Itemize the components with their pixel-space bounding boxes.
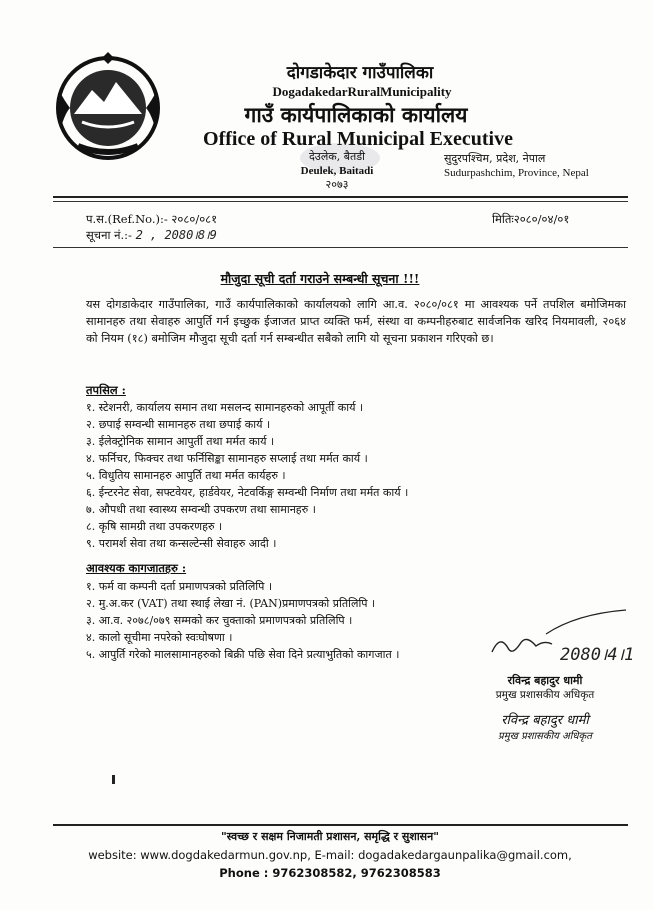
details-item: ८. कृषि सामग्री तथा उपकरणहरु । (86, 520, 223, 533)
signature-icon (486, 604, 636, 674)
stamp-name: रविन्द्र बहादुर धामी (501, 713, 589, 728)
details-section-title (86, 379, 126, 398)
established-year: २०७३ (325, 178, 349, 191)
signatory-stamp (470, 710, 620, 742)
signatory-name: रविन्द्र बहादुर धामी (507, 674, 583, 687)
details-item: ४. फर्निचर, फिक्चर तथा फर्निसिङ्का सामानहरु सप्लाई तथा मर्मत कार्य । (86, 452, 368, 465)
notice-number-label: सूचना नं.:- (86, 228, 132, 242)
footer-phone: Phone : 9762308582, 9762308583 (219, 866, 441, 880)
address-english: Deulek, Baitadi (300, 165, 374, 177)
address-nepali: देउलेक, बैतडी (308, 150, 366, 163)
details-item: ७. औपधी तथा स्वास्थ्य सम्वन्धी उपकरण तथा सामानहरु । (86, 503, 316, 516)
reference-number: प.स.(Ref.No.):- २०८०/०८१ (86, 212, 218, 226)
documents-item: १. फर्म वा कम्पनी दर्ता प्रमाणपत्रको प्रतिलिपि । (86, 580, 273, 593)
details-title: तपसिल : (86, 383, 126, 397)
ref-rule (53, 247, 628, 248)
documents-title: आवश्यक कागजातहरु : (86, 561, 187, 575)
header-rule-thin (53, 201, 628, 202)
office-name-english: Office of Rural Municipal Executive (203, 128, 513, 150)
details-item: ३. ईलेक्ट्रोनिक सामान आपुर्ती तथा मर्मत कार्य । (86, 435, 275, 448)
details-item: ६. ईन्टरनेट सेवा, सफ्टवेयर, हार्डवेयर, नेटवर्किङ्ग सम्वन्धी निर्माण तथा मर्मत कार्य । (86, 486, 409, 499)
notice-number-row (86, 226, 217, 243)
margin-mark (112, 775, 115, 784)
documents-item: २. मु.अ.कर (VAT) तथा स्थाई लेखा नं. (PAN)प्रमाणपत्रको प्रतिलिपि । (86, 597, 376, 610)
documents-list (86, 578, 399, 663)
documents-item: ५. आपुर्ति गरेको मालसामानहरुको बिक्री पछि सेवा दिने प्रत्याभुतिको कागजात । (86, 648, 400, 661)
footer-rule (53, 824, 628, 826)
notice-number-handwritten: 2 , 2080।8।9 (135, 228, 217, 242)
documents-section-title (86, 557, 186, 576)
province-nepali: सुदुरपश्चिम, प्रदेश, नेपाल (444, 152, 546, 165)
details-item: ९. परामर्श सेवा तथा कन्सल्टेन्सी सेवाहरु आदी । (86, 537, 277, 550)
province-english: Sudurpashchim, Province, Nepal (444, 167, 589, 179)
nepal-government-emblem-icon (52, 52, 164, 160)
signatory-block (470, 673, 620, 703)
stamp-title: प्रमुख प्रशासकीय अधिकृत (498, 731, 592, 742)
notice-body: यस दोगडाकेदार गाउँपालिका, गाउँ कार्यपालिकाको कार्यालयको लागि आ.व. २०८०/०८१ मा आवश्यक पर्ने तपशिल बमोजिमका सामानहरु तथा सेवाहरु आपुर्ति गर्न इच्छुक ईजाजत प्राप्त व्यक्ति फर्म, संस्था वा कम्पनीहरुबाट सार्वजनिक खरिद नियमावली, २०६४ को नियम (१८) बमोजिम मौजुदा सूची दर्ता गर्न सम्बन्धीत सबैको लागि यो सूचना प्रकाशन गरिएको छ। (86, 298, 626, 345)
documents-item: ४. कालो सूचीमा नपरेको स्वःघोषणा । (86, 631, 233, 644)
province-block (444, 152, 624, 180)
notice-date: मितिः२०८०/०४/०१ (492, 212, 570, 226)
details-item: ५. विधुतिय सामानहरु आपुर्ति तथा मर्मत कार्यहरु । (86, 469, 286, 482)
header-rule (53, 196, 628, 198)
details-item: १. स्टेशनरी, कार्यालय समान तथा मसलन्द सामानहरुको आपूर्ती कार्य । (86, 401, 364, 414)
org-name-english: DogadakedarRuralMunicipality (272, 84, 452, 99)
footer-contact: website: www.dogdakedarmun.gov.np, E-mail: dogadakedargaunpalika@gmail.com, (88, 848, 572, 862)
signature-date: 2080।4।1 (560, 645, 635, 665)
office-name-nepali: गाउँ कार्यपालिकाको कार्यालय (244, 102, 468, 127)
footer-slogan: "स्वच्छ र सक्षम निजामती प्रशासन, समृद्धि र सुशासन" (221, 830, 439, 843)
details-list (86, 399, 408, 552)
notice-subject: मौजुदा सूची दर्ता गराउने सम्बन्धी सूचना !!! (220, 271, 420, 286)
address-block (282, 150, 392, 192)
signatory-title: प्रमुख प्रशासकीय अधिकृत (495, 689, 595, 701)
details-item: २. छपाई सम्वन्धी सामानहरु तथा छपाई कार्य । (86, 418, 271, 431)
documents-item: ३. आ.व. २०७८/०७९ सम्मको कर चुक्ताको प्रमाणपत्रको प्रतिलिपि । (86, 614, 353, 627)
org-name-nepali: दोगडाकेदार गाउँपालिका (286, 63, 434, 83)
